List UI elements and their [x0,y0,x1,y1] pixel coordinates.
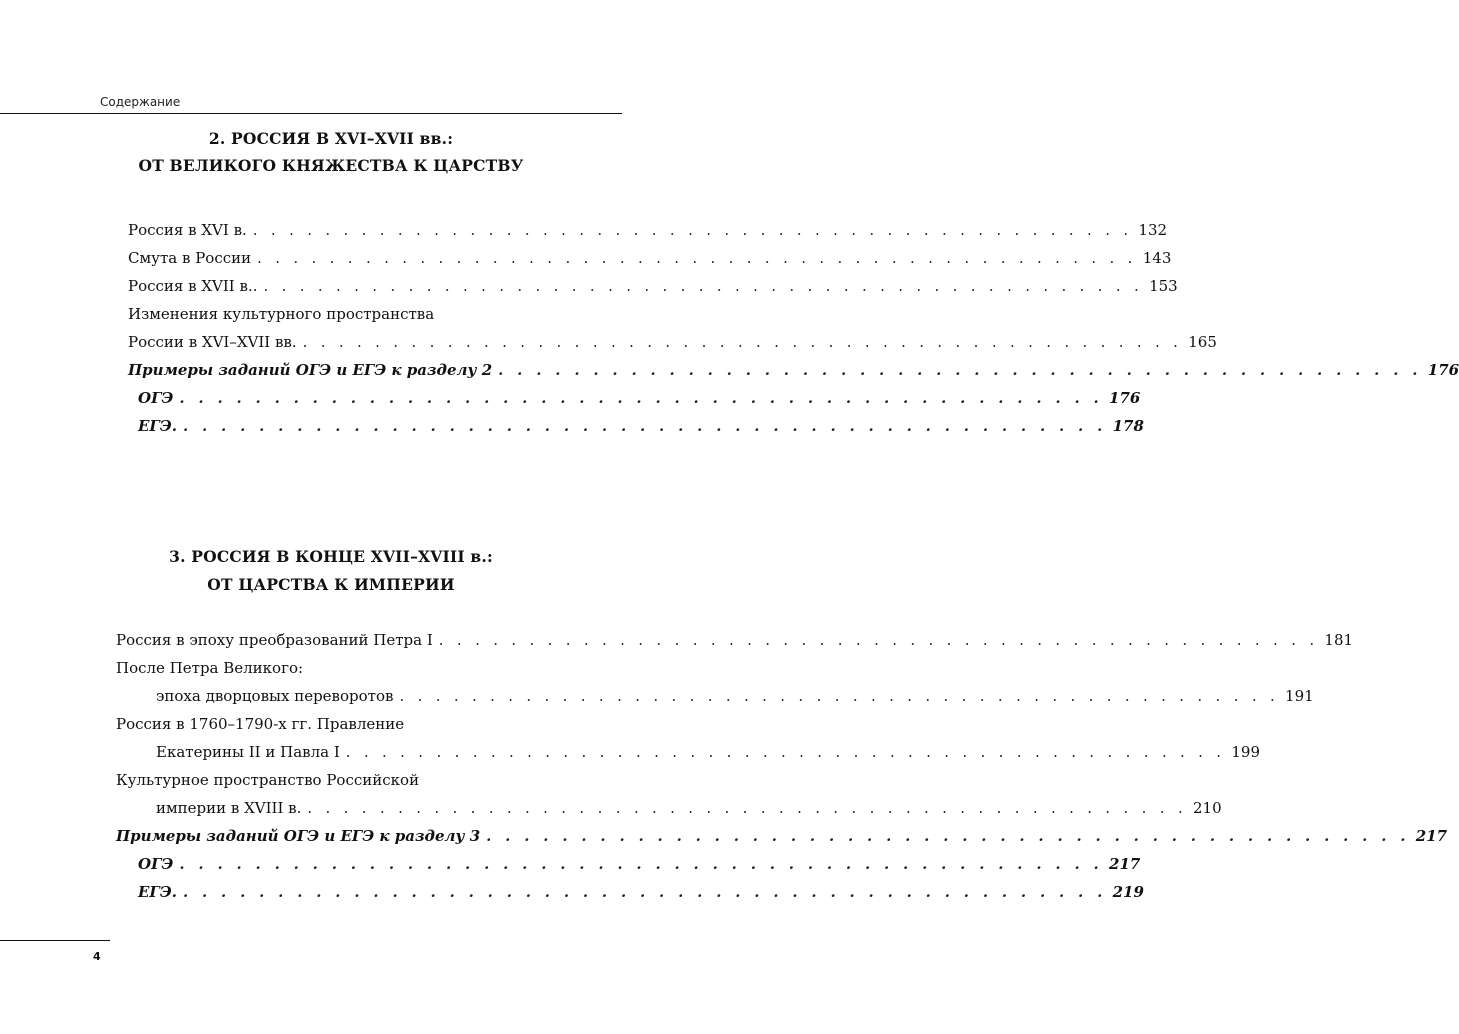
footer-rule [0,940,110,941]
toc-entry-label: Культурное пространство Российской [116,771,420,789]
toc-entry-oge[interactable] [138,850,1141,878]
toc-entry-page: 219 [1112,883,1144,901]
toc-entry-label: ЕГЭ. [138,883,177,901]
toc-entry-continued[interactable] [116,654,578,682]
toc-entry-exercises[interactable] [116,822,1448,850]
leader-dots: . . . . . . . . . . . . . . . . . . . . . . . . . . . . . . . . . . . . . . . . . . . . . . . . . [257,249,1137,267]
toc-entry-page: 191 [1285,687,1314,705]
toc-entry-label: Россия в XVII в.. [128,277,258,295]
section-3-title-line-2: ОТ ЦАРСТВА К ИМПЕРИИ [207,575,455,594]
toc-entry-page: 143 [1142,249,1172,267]
toc-entry-page: 210 [1193,799,1222,817]
section-2-title-line-1: 2. РОССИЯ В XVI–XVII вв.: [208,129,454,148]
toc-entry-label: ОГЭ [138,389,174,407]
toc-entry-label: Екатерины II и Павла I [156,743,340,761]
toc-entry[interactable] [156,682,1314,710]
toc-entry-page: 217 [1415,827,1448,845]
toc-entry-page: 132 [1138,221,1168,239]
leader-dots: . . . . . . . . . . . . . . . . . . . . . . . . . . . . . . . . . . . . . . . . . . . . . . . . . [498,361,1422,379]
toc-entry-label: Россия в эпоху преобразований Петра I [116,631,433,649]
leader-dots: . . . . . . . . . . . . . . . . . . . . . . . . . . . . . . . . . . . . . . . . . . . . . . . . . [179,389,1104,407]
page-number: 4 [93,950,101,963]
section-2-title-line-2: ОТ ВЕЛИКОГО КНЯЖЕСТВА К ЦАРСТВУ [138,156,524,175]
toc-entry-label: После Петра Великого: [116,659,304,677]
leader-dots: . . . . . . . . . . . . . . . . . . . . . . . . . . . . . . . . . . . . . . . . . . . . . . . . . [263,277,1144,295]
toc-entry-label: эпоха дворцовых переворотов [156,687,394,705]
toc-entry-label: Россия в XVI в. [128,221,247,239]
toc-entry[interactable] [128,216,1168,244]
toc-entry-continued[interactable] [116,766,578,794]
leader-dots: . . . . . . . . . . . . . . . . . . . . . . . . . . . . . . . . . . . . . . . . . . . . . . . . . [307,799,1187,817]
leader-dots: . . . . . . . . . . . . . . . . . . . . . . . . . . . . . . . . . . . . . . . . . . . . . . . . . [182,883,1107,901]
toc-entry[interactable] [128,272,1178,300]
toc-entry[interactable] [128,328,1217,356]
toc-entry-oge[interactable] [138,384,1141,412]
toc-entry-page: 181 [1324,631,1354,649]
toc-entry-label: империи в XVIII в. [156,799,302,817]
toc-entry-label: Примеры заданий ОГЭ и ЕГЭ к разделу 2 [128,361,493,379]
toc-entry-page: 165 [1188,333,1217,351]
toc-entry[interactable] [116,626,1354,654]
toc-entry-ege[interactable] [138,878,1144,906]
leader-dots: . . . . . . . . . . . . . . . . . . . . . . . . . . . . . . . . . . . . . . . . . . . . . . . . . [438,631,1319,649]
toc-entry-label: Изменения культурного пространства [128,305,435,323]
toc-entry-continued[interactable] [128,300,578,328]
leader-dots: . . . . . . . . . . . . . . . . . . . . . . . . . . . . . . . . . . . . . . . . . . . . . . . . . [182,417,1107,435]
leader-dots: . . . . . . . . . . . . . . . . . . . . . . . . . . . . . . . . . . . . . . . . . . . . . . . . . [179,855,1104,873]
toc-entry-page: 176 [1427,361,1459,379]
toc-entry-page: 217 [1109,855,1141,873]
section-3-title-line-1: 3. РОССИЯ В КОНЦЕ XVII–XVIII в.: [169,547,493,566]
leader-dots: . . . . . . . . . . . . . . . . . . . . . . . . . . . . . . . . . . . . . . . . . . . . . . . . . [302,333,1183,351]
header-rule [0,113,622,114]
toc-entry-label: ОГЭ [138,855,174,873]
leader-dots: . . . . . . . . . . . . . . . . . . . . . . . . . . . . . . . . . . . . . . . . . . . . . . . . . [486,827,1410,845]
toc-entry[interactable] [128,244,1172,272]
toc-entry-continued[interactable] [116,710,578,738]
toc-entry-label: России в XVI–XVII вв. [128,333,297,351]
toc-entry[interactable] [156,738,1261,766]
toc-entry-label: Примеры заданий ОГЭ и ЕГЭ к разделу 3 [116,827,481,845]
leader-dots: . . . . . . . . . . . . . . . . . . . . . . . . . . . . . . . . . . . . . . . . . . . . . . . . . [345,743,1226,761]
toc-entry-page: 199 [1231,743,1261,761]
toc-entry-page: 178 [1112,417,1144,435]
toc-entry-ege[interactable] [138,412,1144,440]
toc-entry-page: 153 [1149,277,1178,295]
toc-entry-label: Россия в 1760–1790-х гг. Правление [116,715,405,733]
leader-dots: . . . . . . . . . . . . . . . . . . . . . . . . . . . . . . . . . . . . . . . . . . . . . . . . . [252,221,1133,239]
toc-entry-label: ЕГЭ. [138,417,177,435]
toc-entry[interactable] [156,794,1222,822]
toc-entry-exercises[interactable] [128,356,1459,384]
toc-entry-page: 176 [1109,389,1141,407]
leader-dots: . . . . . . . . . . . . . . . . . . . . . . . . . . . . . . . . . . . . . . . . . . . . . . . . . [399,687,1280,705]
toc-entry-label: Смута в России [128,249,252,267]
running-head: Содержание [100,95,181,109]
